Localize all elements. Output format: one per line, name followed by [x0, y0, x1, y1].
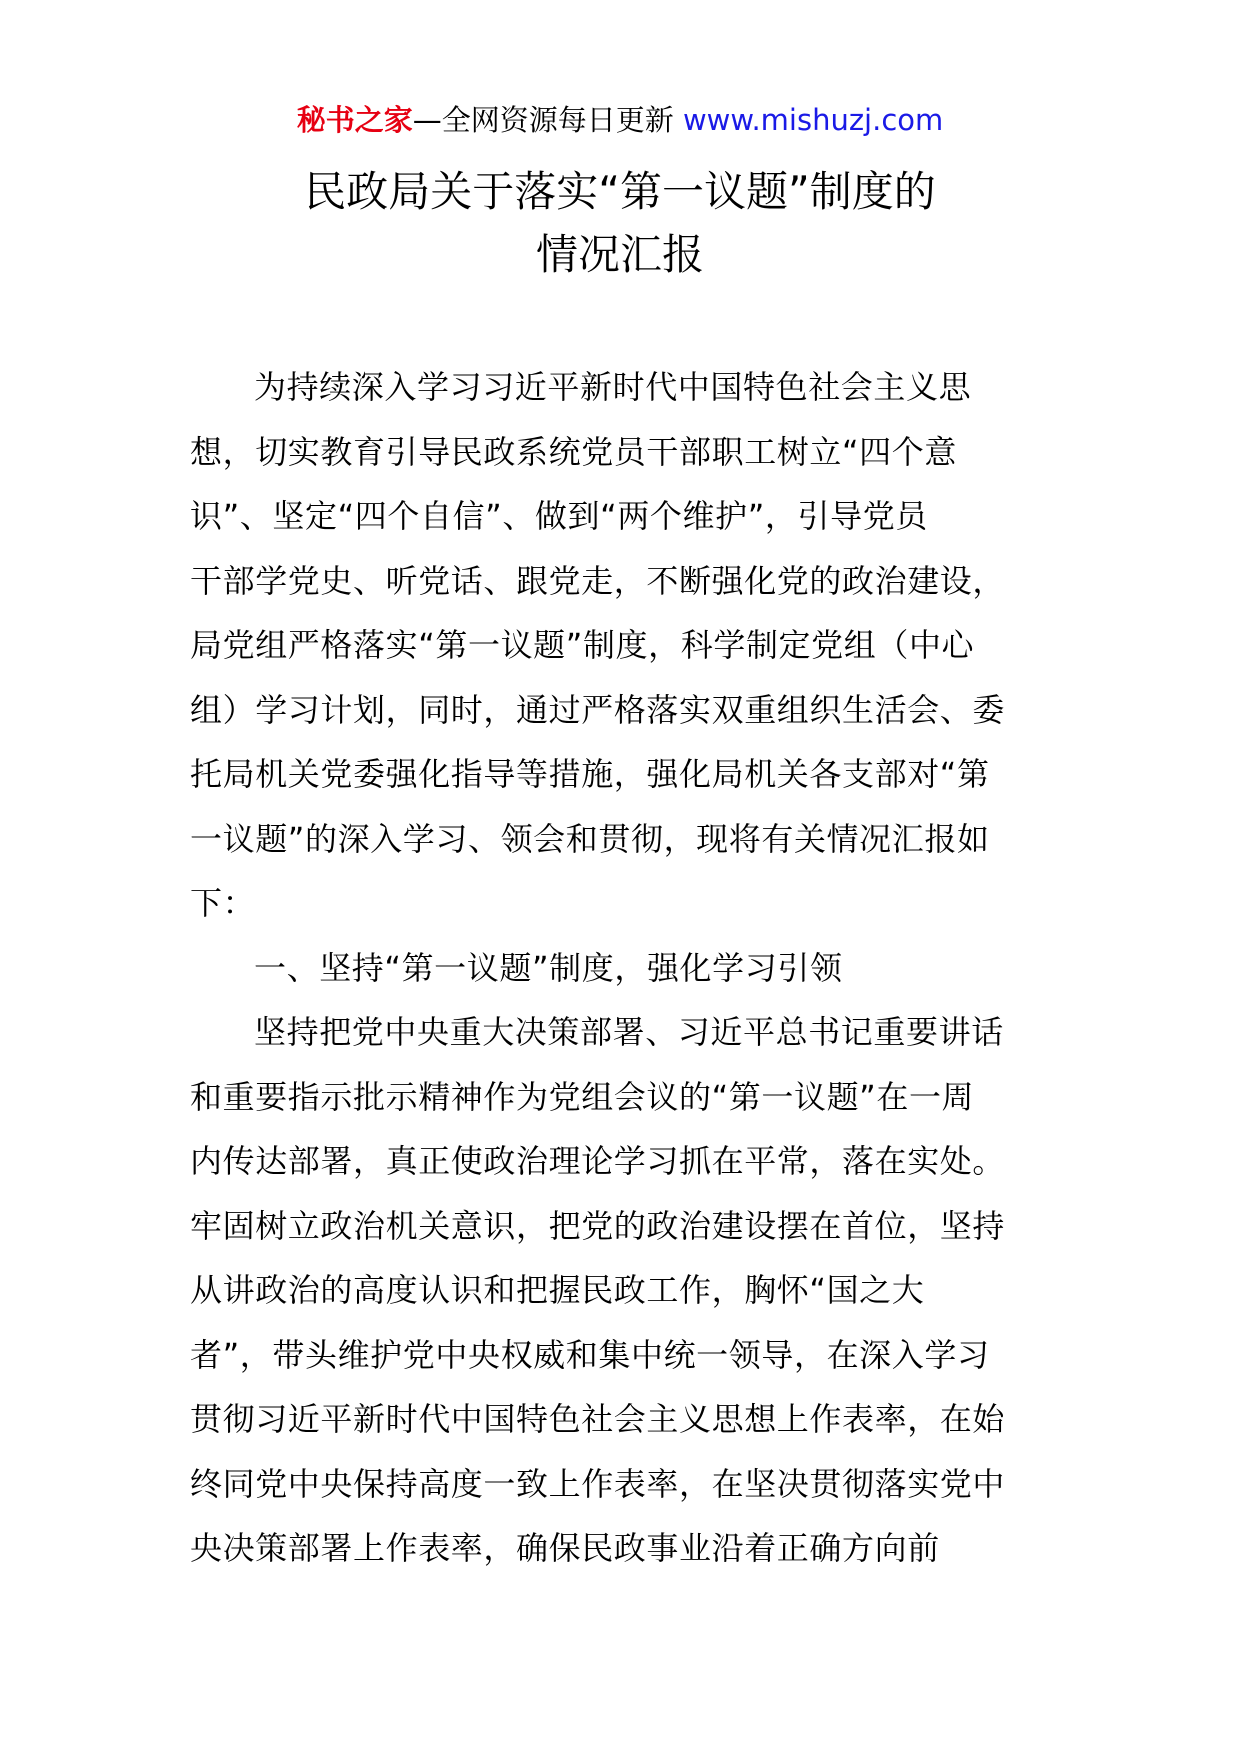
- document-title: [0, 160, 1240, 286]
- body-line: 局党组严格落实“第一议题”制度，科学制定党组（中心: [190, 626, 975, 664]
- title-line-1: 民政局关于落实“第一议题”制度的: [304, 167, 936, 216]
- body-line: 内传达部署，真正使政治理论学习抓在平常，落在实处。: [190, 1142, 1006, 1180]
- document-body: [190, 355, 1050, 1581]
- body-line: 和重要指示批示精神作为党组会议的“第一议题”在一周: [190, 1077, 975, 1116]
- body-line: 想，切实教育引导民政系统党员干部职工树立“四个意: [190, 432, 957, 471]
- body-line: 牢固树立政治机关意识，把党的政治建设摆在首位，坚持: [190, 1206, 1006, 1245]
- site-header: [0, 100, 1240, 140]
- body-line: 贯彻习近平新时代中国特色社会主义思想上作表率，在始: [190, 1400, 1006, 1438]
- site-brand: 秘书之家: [296, 103, 413, 137]
- body-line: 托局机关党委强化指导等措施，强化局机关各支部对“第: [190, 755, 990, 793]
- body-line: 组）学习计划，同时，通过严格落实双重组织生活会、委: [190, 690, 1006, 729]
- body-line: 央决策部署上作表率，确保民政事业沿着正确方向前: [190, 1529, 940, 1567]
- site-url-link[interactable]: www.mishuzj.com: [682, 103, 944, 137]
- body-line: 坚持把党中央重大决策部署、习近平总书记重要讲话: [254, 1013, 1004, 1051]
- section-heading: 一、坚持“第一议题”制度，强化学习引领: [254, 948, 843, 987]
- body-line: 识”、坚定“四个自信”、做到“两个维护”，引导党员: [190, 497, 928, 535]
- body-line: 为持续深入学习习近平新时代中国特色社会主义思: [254, 368, 972, 406]
- body-line: 下：: [190, 884, 256, 922]
- body-line: 干部学党史、听党话、跟党走，不断强化党的政治建设，: [190, 561, 1006, 600]
- site-slogan: —全网资源每日更新: [412, 103, 683, 137]
- body-line: 者”，带头维护党中央权威和集中统一领导，在深入学习: [190, 1335, 990, 1374]
- body-line: 一议题”的深入学习、领会和贯彻，现将有关情况汇报如: [190, 819, 990, 858]
- title-line-2: 情况汇报: [535, 230, 704, 279]
- body-line: 从讲政治的高度认识和把握民政工作，胸怀“国之大: [190, 1271, 925, 1309]
- body-line: 终同党中央保持高度一致上作表率，在坚决贯彻落实党中: [190, 1464, 1006, 1503]
